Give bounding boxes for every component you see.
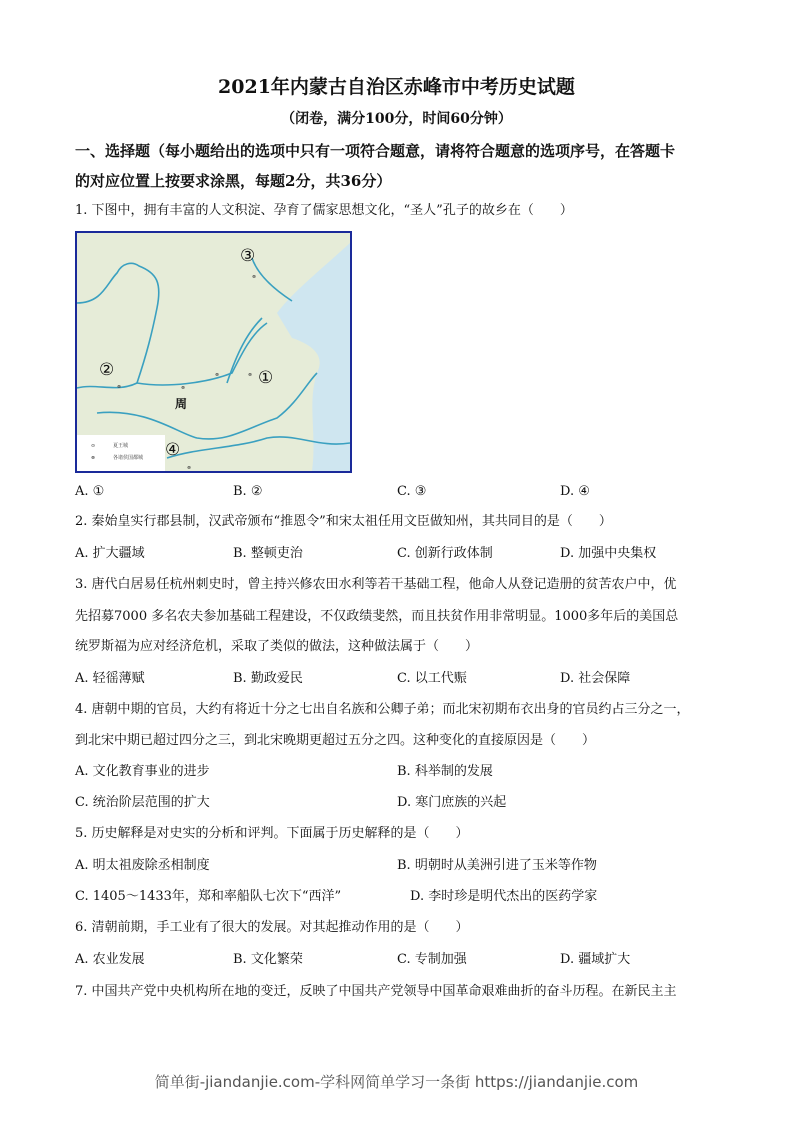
question-3-line3: 统罗斯福为应对经济危机，采取了类似的做法，这种做法属于（ ） — [75, 639, 479, 654]
q1-option-c: C. ③ — [397, 484, 427, 499]
q6-option-b: B. 文化繁荣 — [233, 952, 303, 967]
question-4-line1: 4. 唐朝中期的官员，大约有将近十分之七出自名族和公卿子弟；而北宋初期布衣出身的官员约占三分之一， — [75, 702, 690, 717]
svg-text:⊗: ⊗ — [252, 274, 257, 280]
q1-option-d: D. ④ — [560, 484, 590, 499]
map-label-3: ③ — [240, 246, 256, 266]
page-title: 2021年内蒙古自治区赤峰市中考历史试题 — [218, 76, 575, 98]
map-label-zhou: 周 — [175, 397, 188, 411]
svg-text:⊗: ⊗ — [248, 372, 253, 378]
q6-option-c: C. 专制加强 — [397, 952, 467, 967]
q2-option-d: D. 加强中央集权 — [560, 546, 657, 561]
question-1-text: 1. 下图中，拥有丰富的人文积淀、孕育了儒家思想文化，“圣人”孔子的故乡在（ ） — [75, 203, 573, 218]
q4-option-a: A. 文化教育事业的进步 — [75, 764, 210, 779]
footer-watermark: 简单街-jiandanjie.com-学科网简单学习一条街 https://jiandanjie.com — [154, 1073, 639, 1091]
svg-text:⊗: ⊗ — [181, 385, 186, 391]
q1-option-b: B. ② — [233, 484, 263, 499]
q3-option-b: B. 勤政爱民 — [233, 671, 303, 686]
question-3-line1: 3. 唐代白居易任杭州刺史时，曾主持兴修农田水利等若干基础工程，他命人从登记造册的贫苦农户中，优 — [75, 577, 677, 592]
ancient-china-map — [75, 231, 352, 473]
question-4-line2: 到北宋中期已超过四分之三，到北宋晚期更超过五分之四。这种变化的直接原因是（ ） — [75, 733, 596, 748]
svg-text:⊗: ⊗ — [215, 372, 220, 378]
q5-option-b: B. 明朝时从美洲引进了玉米等作物 — [397, 858, 597, 873]
map-drawing — [77, 233, 350, 471]
question-2-text: 2. 秦始皇实行郡县制，汉武帝颁布“推恩令”和宋太祖任用文臣做知州，其共同目的是（ ） — [75, 514, 612, 529]
question-6-text: 6. 清朝前期，手工业有了很大的发展。对其起推动作用的是（ ） — [75, 920, 469, 935]
q2-option-c: C. 创新行政体制 — [397, 546, 493, 561]
q5-option-a: A. 明太祖废除丞相制度 — [75, 858, 210, 873]
section-heading-line2: 的对应位置上按要求涂黑，每题2分，共36分） — [75, 172, 392, 190]
q5-option-d: D. 李时珍是明代杰出的医药学家 — [410, 889, 598, 904]
map-label-2: ② — [99, 360, 115, 380]
question-3-line2: 先招募7000 多名农夫参加基础工程建设，不仅政绩斐然，而且扶贫作用非常明显。1000多年后的美国总 — [75, 609, 679, 624]
legend-symbol-2: ⊗ — [91, 455, 96, 461]
q5-option-c: C. 1405～1433年，郑和率船队七次下“西洋” — [75, 889, 342, 904]
q4-option-b: B. 科举制的发展 — [397, 764, 493, 779]
page-subtitle: （闭卷，满分100分，时间60分钟） — [281, 111, 512, 127]
q1-option-a: A. ① — [75, 484, 105, 499]
map-label-1: ① — [258, 368, 274, 388]
question-5-text: 5. 历史解释是对史实的分析和评判。下面属于历史解释的是（ ） — [75, 826, 469, 841]
q6-option-a: A. 农业发展 — [75, 952, 145, 967]
q2-option-b: B. 整顿吏治 — [233, 546, 303, 561]
section-heading-line1: 一、选择题（每小题给出的选项中只有一项符合题意，请将符合题意的选项序号，在答题卡 — [75, 142, 676, 160]
q4-option-d: D. 寒门庶族的兴起 — [397, 795, 507, 810]
legend-symbol-1: ⊙ — [91, 443, 96, 449]
q6-option-d: D. 疆域扩大 — [560, 952, 631, 967]
question-7-line1: 7. 中国共产党中央机构所在地的变迁，反映了中国共产党领导中国革命艰难曲折的奋斗历程。在新民主主 — [75, 984, 677, 999]
q3-option-c: C. 以工代赈 — [397, 671, 467, 686]
q3-option-a: A. 轻徭薄赋 — [75, 671, 145, 686]
legend-label-2: 各诸侯国都城 — [113, 455, 144, 461]
legend-label-1: 夏王城 — [113, 443, 129, 449]
q2-option-a: A. 扩大疆域 — [75, 546, 145, 561]
q4-option-c: C. 统治阶层范围的扩大 — [75, 795, 210, 810]
svg-text:⊗: ⊗ — [187, 465, 192, 471]
svg-text:⊗: ⊗ — [117, 384, 122, 390]
q3-option-d: D. 社会保障 — [560, 671, 631, 686]
map-label-4: ④ — [165, 440, 181, 460]
